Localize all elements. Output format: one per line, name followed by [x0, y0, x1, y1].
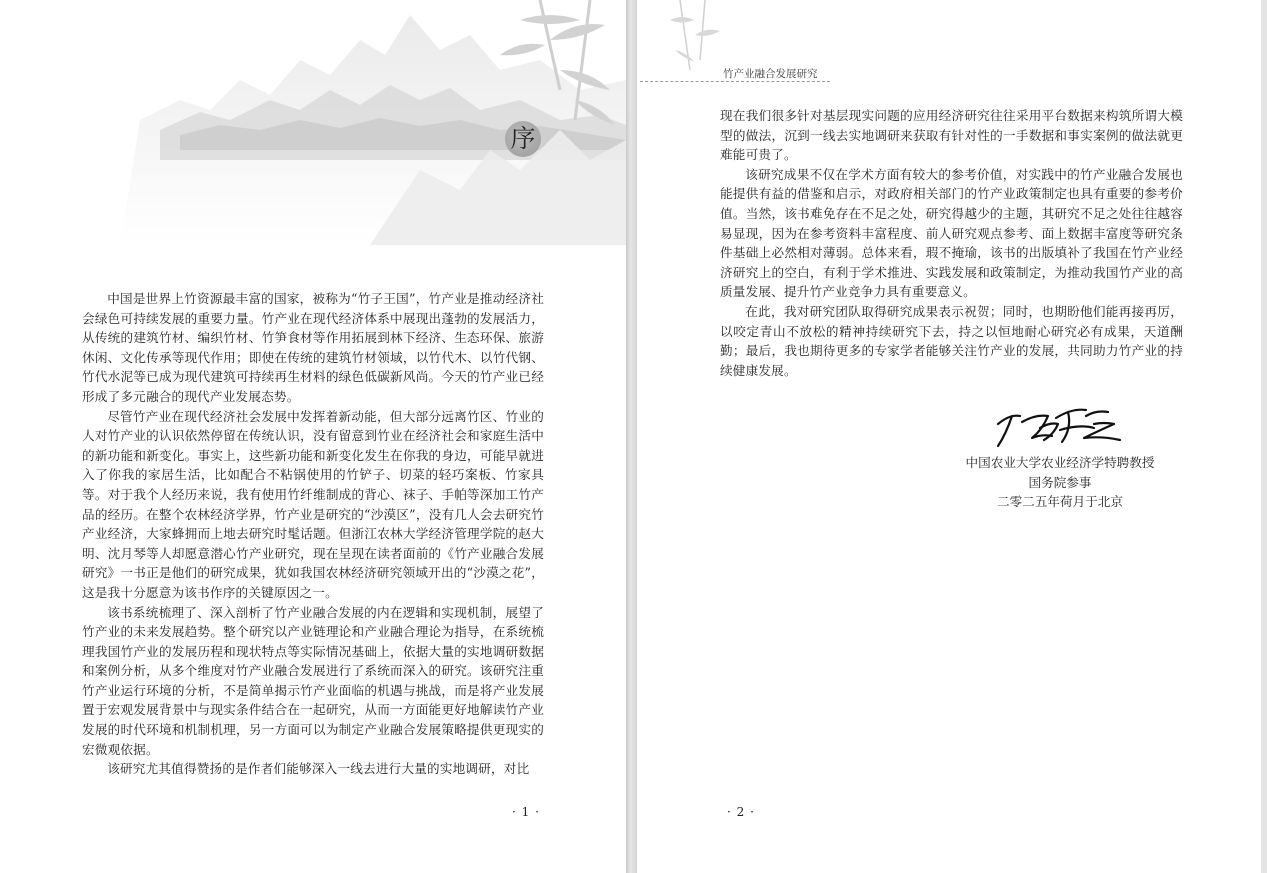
- header-rule: [640, 81, 830, 82]
- book-gutter: [626, 0, 637, 873]
- signature-title: 中国农业大学农业经济学特聘教授: [965, 455, 1155, 470]
- paragraph: 该研究尤其值得赞扬的是作者们能够深入一线去进行大量的实地调研，对比: [107, 761, 530, 777]
- handwritten-signature: [990, 402, 1125, 454]
- left-page: [0, 0, 626, 873]
- viewer-edge: [1261, 0, 1267, 873]
- running-head: 竹产业融合发展研究: [723, 68, 818, 80]
- page-number: · 2 ·: [727, 805, 755, 819]
- paragraph: 该书系统梳理了、深入剖析了竹产业融合发展的内在逻辑和实现机制，展望了竹产业的未来发展趋势。整个研究以产业链理论和产业融合理论为指导，在系统梳理我国竹产业的发展历程和现状特点等实际情况基础上，依据大量的实地调研数据和案例分析，从多个维度对竹产业融合发展进行了系统而深入的研究。该研究注重竹产业运行环境的分析，不是简单揭示竹产业面临的机遇与挑战，而是将产业发展置于宏观发展背景中与现实条件结合在一起研究，从而一方面能更好地解读竹产业发展的时代环境和机制机理，另一方面可以为制定产业融合发展策略提供更现实的宏微观依据。: [82, 604, 544, 757]
- ink-landscape-illustration: [120, 0, 626, 245]
- paragraph: 尽管竹产业在现代经济社会发展中发挥着新动能，但大部分远离竹区、竹业的人对竹产业的认识依然停留在传统认识，没有留意到竹业在经济社会和家庭生活中的新功能和新变化。事实上，这些新功能和新变化发生在你我的身边，可能早就进入了你我的家居生活，比如配合不粘锅使用的竹铲子、切菜的轻巧案板、竹家具等。对于我个人经历来说，我有使用竹纤维制成的背心、袜子、手帕等深加工竹产品的经历。在整个农林经济学界，竹产业是研究的“沙漠区”，没有几人会去研究竹产业经济，大家蜂拥而上地去研究时髦话题。但浙江农林大学经济管理学院的赵大明、沈月琴等人却愿意潜心竹产业研究，现在呈现在读者面前的《竹产业融合发展研究》一书正是他们的研究成果，犹如我国农林经济研究领域开出的“沙漠之花”，这是我十分愿意为该书作序的关键原因之一。: [82, 408, 544, 600]
- paragraph: 在此，我对研究团队取得研究成果表示祝贺；同时，也期盼他们能再接再厉，以咬定青山不放松的精神持续研究下去，持之以恒地耐心研究必有成果，天道酬勤；最后，我也期待更多的专家学者能够关注竹产业的发展，共同助力竹产业的持续健康发展。: [720, 303, 1183, 378]
- left-body-text: [82, 289, 544, 779]
- paragraph: 该研究成果不仅在学术方面有较大的参考价值，对实践中的竹产业融合发展也能提供有益的借鉴和启示，对政府相关部门的竹产业政策制定也具有重要的参考价值。当然，该书难免存在不足之处，研究得越少的主题，其研究不足之处往往越容易显现，因为在参考资料丰富程度、前人研究观点参考、面上数据丰富度等研究条件基础上必然相对薄弱。总体来看，瑕不掩瑜，该书的出版填补了我国在竹产业经济研究上的空白，有利于学术推进、实践发展和政策制定，为推动我国竹产业的高质量发展、提升竹产业竞争力具有重要意义。: [720, 166, 1183, 300]
- preface-title: 序: [505, 121, 541, 157]
- bamboo-decoration-icon: [660, 0, 730, 80]
- right-body-text: [720, 106, 1183, 380]
- signature-position: 国务院参事: [1028, 474, 1092, 490]
- paragraph: 现在我们很多针对基层现实问题的应用经济研究往往采用平台数据来构筑所谓大模型的做法，沉到一线去实地调研来获取有针对性的一手数据和事实案例的做法就更难能可贵了。: [720, 108, 1183, 163]
- paragraph: 中国是世界上竹资源最丰富的国家，被称为“竹子王国”，竹产业是推动经济社会绿色可持续发展的重要力量。竹产业在现代经济体系中展现出蓬勃的发展活力，从传统的建筑竹材、编织竹材、竹笋食材等作用拓展到林下经济、生态环保、旅游休闲、文化传承等现代作用；即使在传统的建筑竹材领域，以竹代木、以竹代钢、竹代水泥等已成为现代建筑可持续再生材料的绿色低碳新风尚。今天的竹产业已经形成了多元融合的现代产业发展态势。: [82, 291, 544, 404]
- signature-block: [900, 453, 1220, 512]
- page-number: · 1 ·: [512, 805, 540, 819]
- signature-date: 二零二五年荷月于北京: [997, 494, 1123, 509]
